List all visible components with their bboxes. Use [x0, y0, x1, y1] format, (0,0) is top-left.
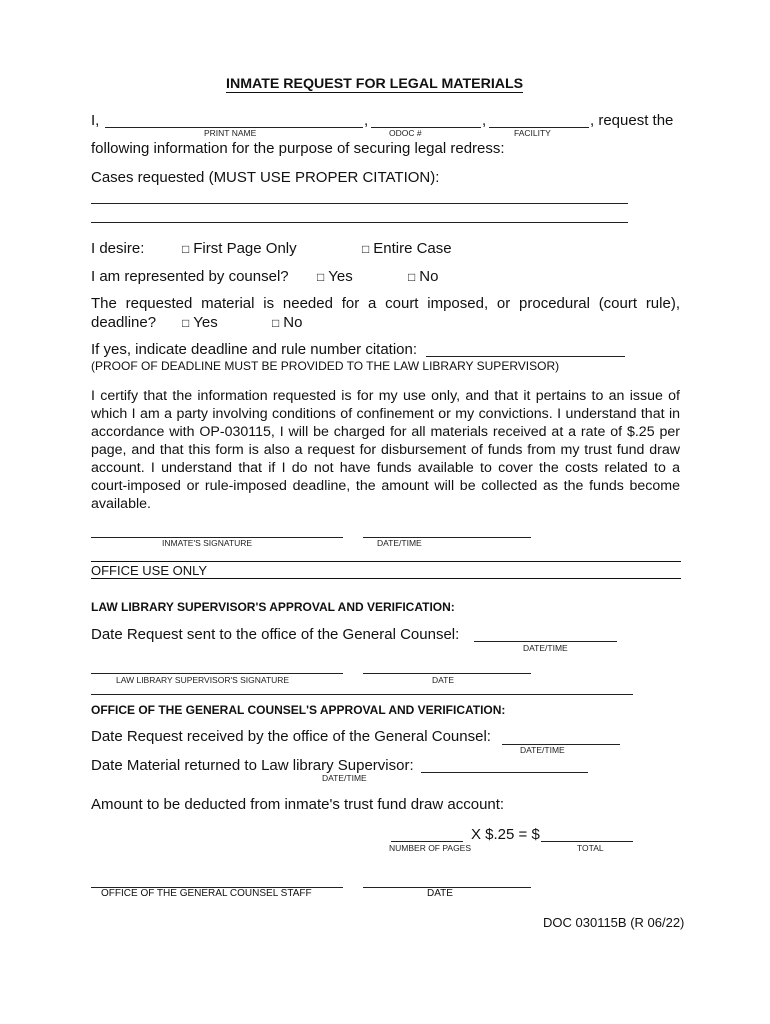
date-returned-caption: DATE/TIME — [322, 773, 367, 783]
checkbox-icon[interactable]: □ — [272, 316, 280, 330]
amount-formula: X $.25 = $ — [471, 826, 540, 843]
entire-case-option[interactable] — [362, 240, 452, 257]
first-page-option[interactable] — [182, 240, 297, 257]
inmate-signature-caption: INMATE'S SIGNATURE — [162, 538, 253, 548]
deadline-text-line-1: The requested material is needed for a court imposed, or procedural (court rule), — [91, 295, 680, 312]
request-the-text: , request the — [590, 112, 674, 129]
deadline-text-line-2: deadline? — [91, 314, 157, 331]
counsel-no-label: No — [419, 268, 439, 285]
desire-label: I desire: — [91, 240, 145, 257]
supervisor-signature-field[interactable] — [91, 673, 343, 674]
number-of-pages-field[interactable] — [391, 841, 463, 842]
checkbox-icon[interactable]: □ — [362, 242, 370, 256]
office-divider-top — [91, 561, 681, 562]
number-of-pages-caption: NUMBER OF PAGES — [389, 843, 472, 853]
intro-comma-2: , — [482, 112, 487, 129]
purpose-text: following information for the purpose of securing legal redress: — [91, 140, 505, 157]
deadline-yes-label: Yes — [193, 314, 218, 331]
amount-label: Amount to be deducted from inmate's trust fund draw account: — [91, 796, 505, 813]
first-page-label: First Page Only — [193, 240, 297, 257]
date-returned-label: Date Material returned to Law library Supervisor: — [91, 757, 414, 774]
checkbox-icon[interactable]: □ — [317, 270, 325, 284]
date-sent-caption: DATE/TIME — [523, 643, 568, 653]
counsel-yes-label: Yes — [328, 268, 353, 285]
checkbox-icon[interactable]: □ — [182, 242, 190, 256]
checkbox-icon[interactable]: □ — [408, 270, 416, 284]
deadline-no-option[interactable] — [272, 314, 302, 331]
intro-comma-1: , — [364, 112, 369, 129]
counsel-yes-option[interactable] — [317, 268, 353, 285]
cases-requested-label: Cases requested (MUST USE PROPER CITATION): — [91, 169, 440, 186]
entire-case-label: Entire Case — [373, 240, 452, 257]
certification-paragraph: I certify that the information requested is for my use only, and that it pertains to an issue of which I am a party involving conditions of confinement or my convictions. I understand that in accordance with OP-030115, I will be charged for all materials received at a rate of $.25 per page, and that this form is also a request for disbursement of funds from my trust fund draw account. I understand that if I do not have funds available to cover the costs related to a court-imposed or rule-imposed deadline, the amount will be collected as the funds become available. — [91, 388, 680, 512]
date-sent-field[interactable] — [474, 641, 617, 642]
date-received-label: Date Request received by the office of the General Counsel: — [91, 728, 491, 745]
supervisor-date-field[interactable] — [363, 673, 531, 674]
cases-line-2[interactable] — [91, 222, 628, 223]
date-received-caption: DATE/TIME — [520, 745, 565, 755]
deadline-yes-option[interactable] — [182, 314, 218, 331]
intro-prefix: I, — [91, 112, 100, 129]
odoc-caption: ODOC # — [389, 128, 422, 138]
citation-label: If yes, indicate deadline and rule number citation: — [91, 341, 418, 358]
odoc-field[interactable] — [371, 127, 481, 128]
counsel-no-option[interactable] — [408, 268, 438, 285]
checkbox-icon[interactable]: □ — [182, 316, 190, 330]
staff-date-caption: DATE — [427, 888, 453, 899]
facility-caption: FACILITY — [514, 128, 551, 138]
section-divider — [91, 694, 633, 695]
law-library-heading: LAW LIBRARY SUPERVISOR'S APPROVAL AND VERIFICATION: — [91, 600, 455, 614]
inmate-date-caption: DATE/TIME — [377, 538, 422, 548]
supervisor-date-caption: DATE — [432, 675, 455, 685]
counsel-label: I am represented by counsel? — [91, 268, 289, 285]
supervisor-signature-caption: LAW LIBRARY SUPERVISOR'S SIGNATURE — [116, 675, 290, 685]
staff-caption: OFFICE OF THE GENERAL COUNSEL STAFF — [101, 888, 312, 899]
office-divider-bottom — [91, 578, 681, 579]
total-caption: TOTAL — [577, 843, 604, 853]
deadline-no-label: No — [283, 314, 303, 331]
form-title: INMATE REQUEST FOR LEGAL MATERIALS — [226, 76, 524, 92]
date-returned-field[interactable] — [421, 772, 588, 773]
form-number: DOC 030115B (R 06/22) — [543, 915, 685, 930]
print-name-caption: PRINT NAME — [204, 128, 257, 138]
citation-field[interactable] — [426, 356, 625, 357]
general-counsel-heading: OFFICE OF THE GENERAL COUNSEL'S APPROVAL AND VERIFICATION: — [91, 703, 506, 717]
proof-note: (PROOF OF DEADLINE MUST BE PROVIDED TO THE LAW LIBRARY SUPERVISOR) — [91, 359, 560, 373]
cases-line-1[interactable] — [91, 203, 628, 204]
office-use-only-label: OFFICE USE ONLY — [91, 563, 208, 578]
total-field[interactable] — [541, 841, 633, 842]
date-sent-label: Date Request sent to the office of the General Counsel: — [91, 626, 460, 643]
